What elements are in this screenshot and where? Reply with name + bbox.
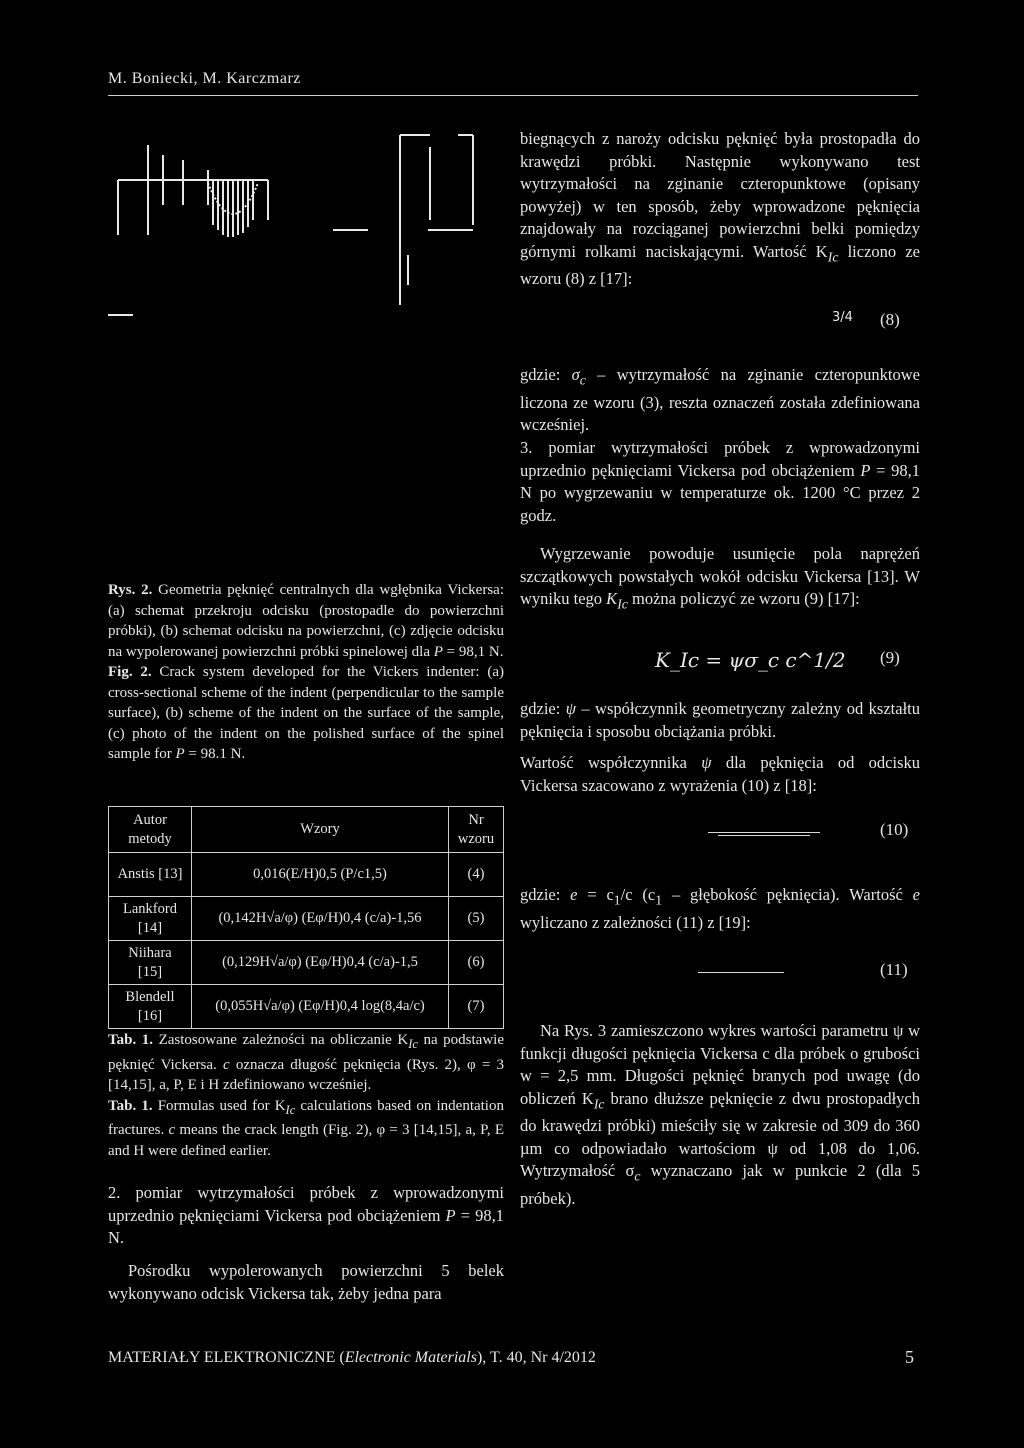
table-1-caption: Tab. 1. Zastosowane zależności na obliczanie $K_{Ic}$ na podstawie pęknięć Vickersa. c oznacza długość pęknięcia (Rys. 2), φ = 3 [14,15], a, P, E i H zdefiniowano wcześniej. Tab. 1. Formulas used for $K_{Ic}$ calculations based on indentation fractures. c means the crack length (Fig. 2), φ = 3 [14,15], a, P, E and H were defined earlier. <box>108 1032 505 1159</box>
table-cell-formula: (0,129H√a/φ) (Eφ/H)0,4 (c/a)-1,5 <box>192 941 449 985</box>
paragraph-wspolczynnik: Wartość współczynnika ψ dla pęknięcia od odcisku Vickersa szacowano z wyrażenia (10) z [18]: <box>520 753 920 795</box>
paragraph-wygrzewanie: Wygrzewanie powoduje usunięcie pola naprężeń szczątkowych powstałych wokół odcisku Vickersa [13]. W wyniku tego $K_{Ic}$ można policzyć ze wzoru (9) [17]: <box>520 544 920 612</box>
paragraph-gdzie-10: gdzie: $e = c_1/c$ ($c_1$ – głębokość pęknięcia). Wartość e wyliczano z zależności (11) z [19]: <box>520 885 920 932</box>
eq8-fragment: 3/4 <box>832 310 853 325</box>
equation-9: K_Ic = ψσ_c c^1/2 <box>655 648 846 672</box>
table-row <box>109 985 504 1029</box>
table-cell-author: Lankford [14] <box>109 897 192 941</box>
table-cell-formula: (0,142H√a/φ) (Eφ/H)0,4 (c/a)-1,56 <box>192 897 449 941</box>
journal-footer: MATERIAŁY ELEKTRONICZNE (Electronic Materials), T. 40, Nr 4/2012 <box>108 1349 596 1366</box>
table-row <box>109 897 504 941</box>
eq11-number: (11) <box>880 960 908 979</box>
table-cell-number: (5) <box>449 897 504 941</box>
running-header: M. Boniecki, M. Karczmarz <box>108 70 301 87</box>
table-1 <box>108 806 504 1029</box>
table-header-cell: Wzory <box>192 807 449 853</box>
paragraph-vickers-test: biegnących z naroży odcisku pęknięć była prostopadła do krawędzi próbki. Następnie wykonywano test wytrzymałości na zginanie czteropunktowe (opisany powyżej) w ten sposób, żeby wprowadzone pęknięcia znajdowały na rozciąganej powierzchni belki pomiędzy górnymi rolkami naciskającymi. Wartość $K_{Ic}$ liczono ze wzoru (8) z [17]: <box>520 129 920 289</box>
table-cell-number: (4) <box>449 853 504 897</box>
paragraph-posrodku: Pośrodku wypolerowanych powierzchni 5 belek wykonywano odcisk Vickersa tak, żeby jedna para <box>108 1261 504 1303</box>
figure-2-drawing <box>108 125 508 320</box>
eq9-number: (9) <box>880 648 900 667</box>
table-row <box>109 853 504 897</box>
header-rule <box>108 95 918 96</box>
indent-cross-section <box>118 145 268 237</box>
table-cell-number: (7) <box>449 985 504 1029</box>
table-cell-author: Blendell [16] <box>109 985 192 1029</box>
figure-2-caption: Rys. 2. Geometria pęknięć centralnych dla wgłębnika Vickersa: (a) schemat przekroju odcisku (prostopadle do powierzchni próbki), (b) schemat odcisku na powierzchni, (c) zdjęcie odcisku na wypolerowanej powierzchni próbki spinelowej dla P = 98,1 N. Fig. 2. Crack system developed for the Vickers indenter: (a) cross-sectional scheme of the indent (perpendicular to the sample surface), (b) scheme of the indent on the surface of the sample, (c) photo of the indent on the polished surface of the spinel sample for P = 98.1 N. <box>108 582 504 762</box>
paragraph-item-2: 2. pomiar wytrzymałości próbek z wprowadzonymi uprzednio pęknięciami Vickersa pod obciążeniem P = 98,1 N. <box>108 1183 505 1247</box>
page-number: 5 <box>905 1347 914 1367</box>
paragraph-item-3: 3. pomiar wytrzymałości próbek z wprowadzonymi uprzednio pęknięciami Vickersa pod obciążeniem P = 98,1 N po wygrzewaniu w temperaturze ok. 1200 °C przez 2 godz. <box>520 438 920 525</box>
paragraph-gdzie-8: gdzie: $\sigma_c$ – wytrzymałość na zginanie czteropunktowe liczona ze wzoru (3), reszta oznaczeń została zdefiniowana wcześniej. <box>520 365 920 435</box>
table-header-row <box>109 807 504 853</box>
eq10-fraction-line <box>708 832 820 836</box>
table-cell-author: Anstis [13] <box>109 853 192 897</box>
paragraph-gdzie-9: gdzie: ψ – współczynnik geometryczny zależny od kształtu pęknięcia i sposobu obciążania próbki. <box>520 699 920 741</box>
table-cell-author: Niihara [15] <box>109 941 192 985</box>
table-row <box>109 941 504 985</box>
table-cell-formula: 0,016(E/H)0,5 (P/c1,5) <box>192 853 449 897</box>
indent-surface-scheme <box>333 135 473 305</box>
table-header-cell: Nr wzoru <box>449 807 504 853</box>
table-cell-formula: (0,055H√a/φ) (Eφ/H)0,4 log(8,4a/c) <box>192 985 449 1029</box>
eq11-fraction-line <box>698 972 784 973</box>
eq10-number: (10) <box>880 820 909 839</box>
eq8-number: (8) <box>880 310 900 329</box>
table-cell-number: (6) <box>449 941 504 985</box>
paragraph-na-rys-3: Na Rys. 3 zamieszczono wykres wartości parametru ψ w funkcji długości pęknięcia Vickersa c dla próbek o grubości w = 2,5 mm. Długości pęknięć branych pod uwagę (do obliczeń $K_{Ic}$ brano dłuższe pęknięcie z dwu prostopadłych do krawędzi próbki) mieściły się w zakresie od 309 do 360 µm co odpowiadało wartościom ψ od 1,08 do 1,06. Wytrzymałość $\sigma_c$ wyznaczano jak w punkcie 2 (dla 5 próbek). <box>520 1021 920 1209</box>
table-header-cell: Autor metody <box>109 807 192 853</box>
